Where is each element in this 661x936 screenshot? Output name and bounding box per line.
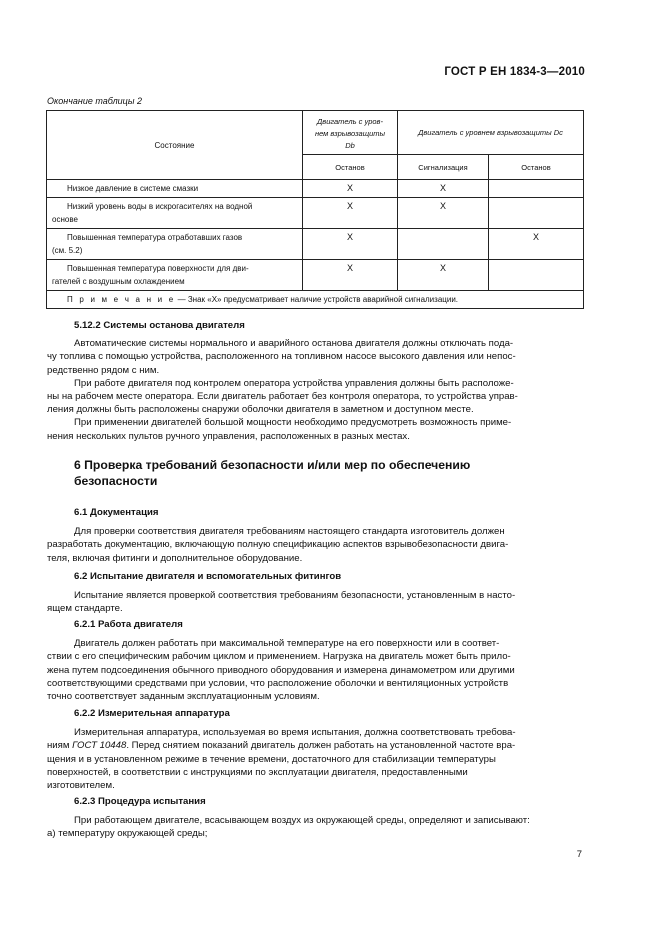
text-line: Автоматические системы нормального и аварийного останова двигателя должны отключать пода- xyxy=(74,338,514,350)
cell-dc-alarm: X xyxy=(398,198,489,229)
subsection-heading: 6.1 Документация xyxy=(74,507,159,518)
paragraph xyxy=(47,525,582,565)
cell-dc-stop xyxy=(489,198,584,229)
row-label xyxy=(47,198,303,229)
section-5-12-2 xyxy=(47,319,582,443)
cell-dc-stop: X xyxy=(489,229,584,260)
subsection-heading: 6.2.2 Измерительная аппаратура xyxy=(74,708,230,719)
paragraph xyxy=(47,377,582,417)
text-line: чу топлива с помощью устройства, расположенного на топливном насосе высокого давления или непос- xyxy=(47,351,516,363)
cell-db-stop: X xyxy=(303,198,398,229)
text-line: соответствующими средствами при условии, что расположение оболочки и вентиляционных устройств xyxy=(47,677,509,689)
table-note-row xyxy=(47,291,584,309)
header-db-line: Двигатель с уров- xyxy=(317,117,383,126)
table-row xyxy=(47,229,584,260)
table-row xyxy=(47,260,584,291)
text-fragment: ниям xyxy=(47,740,73,752)
text-line: теля, включая фитинги и дополнительное оборудование. xyxy=(47,552,303,564)
header-engine-dc: Двигатель с уровнем взрывозащиты Dc xyxy=(398,111,584,155)
paragraph xyxy=(47,726,582,792)
row-label-line: Повышенная температура поверхности для дви- xyxy=(67,264,249,273)
section-6 xyxy=(74,457,582,489)
row-label-line: основе xyxy=(52,215,78,224)
text-line: ны на рабочем месте оператора. Если двигатель работает без контроля оператора, то устройства управ- xyxy=(47,391,518,403)
note-text: — Знак «X» предусматривает наличие устройств аварийной сигнализации. xyxy=(175,295,459,304)
paragraph xyxy=(47,814,582,840)
conditions-table xyxy=(46,110,584,309)
section-heading xyxy=(74,457,582,489)
text-line: редственно рядом с ним. xyxy=(47,364,160,376)
text-line: Для проверки соответствия двигателя требованиям настоящего стандарта изготовитель должен xyxy=(74,526,505,538)
text-line: При работе двигателя под контролем оператора устройства управления должны быть расположе- xyxy=(74,377,514,389)
row-label-line: Низкий уровень воды в искрогасителях на водной xyxy=(67,202,253,211)
text-line: щения и в установленном режиме в течение времени, достаточного для стабилизации температуры xyxy=(47,753,496,765)
row-label xyxy=(47,229,303,260)
text-line: жена путем подсоединения обычного приводного оборудования и измерена динамометром или другими xyxy=(47,664,515,676)
page-number: 7 xyxy=(576,849,582,860)
header-db-stop: Останов xyxy=(303,155,398,180)
paragraph xyxy=(47,337,582,377)
section-6-2 xyxy=(47,570,582,616)
text-line: нения нескольких пультов ручного управления, расположенных в разных местах. xyxy=(47,430,410,442)
cell-dc-alarm: X xyxy=(398,260,489,291)
row-label-line: (см. 5.2) xyxy=(52,246,83,255)
text-fragment: . Перед снятием показаний двигатель должен работать на установленной частоте вра- xyxy=(126,740,516,752)
text-line: Измерительная аппаратура, используемая во время испытания, должна соответствовать требова- xyxy=(74,727,516,739)
heading-line: безопасности xyxy=(74,474,158,488)
cell-db-stop: X xyxy=(303,180,398,198)
subsection-heading: 6.2.3 Процедура испытания xyxy=(74,796,206,807)
text-line: Двигатель должен работать при максимальной температуре на его поверхности или в соответ- xyxy=(74,638,500,650)
cell-dc-stop xyxy=(489,180,584,198)
standard-reference: ГОСТ 10448 xyxy=(72,740,127,752)
text-line: изготовителем. xyxy=(47,780,115,792)
row-label-line: гателей с воздушным охлаждением xyxy=(52,277,185,286)
paragraph xyxy=(47,637,582,703)
table-row xyxy=(47,180,584,198)
text-line: точно соответствует заданным эксплуатационным условиям. xyxy=(47,691,320,703)
section-6-2-2 xyxy=(47,707,582,792)
cell-db-stop: X xyxy=(303,260,398,291)
table-row xyxy=(47,198,584,229)
paragraph xyxy=(47,416,582,442)
cell-db-stop: X xyxy=(303,229,398,260)
subsection-heading: 6.2 Испытание двигателя и вспомогательных фитингов xyxy=(74,571,342,582)
header-engine-db xyxy=(303,111,398,155)
cell-dc-alarm: X xyxy=(398,180,489,198)
text-line xyxy=(47,740,515,751)
text-line: ящем стандарте. xyxy=(47,603,123,615)
subsection-heading: 5.12.2 Системы останова двигателя xyxy=(74,320,245,331)
row-label xyxy=(47,180,303,198)
header-dc-alarm: Сигнализация xyxy=(398,155,489,180)
section-6-2-1 xyxy=(47,618,582,703)
list-item: а) температуру окружающей среды; xyxy=(47,828,208,840)
row-label-line: Повышенная температура отработавших газов xyxy=(67,233,243,242)
text-line: Испытание является проверкой соответствия требованиям безопасности, установленным в насто- xyxy=(74,590,516,602)
text-line: разработать документацию, включающую полную спецификацию аспектов взрывобезопасности двига- xyxy=(47,539,509,551)
text-line: При работающем двигателе, всасывающем воздух из окружающей среды, определяют и записывают: xyxy=(74,815,530,827)
cell-dc-alarm xyxy=(398,229,489,260)
paragraph xyxy=(47,589,582,615)
document-code: ГОСТ Р ЕН 1834-3—2010 xyxy=(444,66,585,78)
subsection-heading: 6.2.1 Работа двигателя xyxy=(74,619,183,630)
header-dc-stop: Останов xyxy=(489,155,584,180)
text-line: При применении двигателей большой мощности необходимо предусмотреть возможность приме- xyxy=(74,417,512,429)
section-6-2-3 xyxy=(47,795,582,841)
header-db-line: нем взрывозащиты xyxy=(314,129,386,138)
text-line: ления должны быть расположены снаружи оболочки двигателя в заметном и доступном месте. xyxy=(47,404,474,416)
heading-line: 6 Проверка требований безопасности и/или мер по обеспечению xyxy=(74,458,471,472)
cell-dc-stop xyxy=(489,260,584,291)
row-label xyxy=(47,260,303,291)
table-note xyxy=(47,291,584,309)
row-label-line: Низкое давление в системе смазки xyxy=(67,184,199,193)
table-caption: Окончание таблицы 2 xyxy=(47,96,142,106)
note-prefix: П р и м е ч а н и е xyxy=(67,295,176,304)
header-db-line: Db xyxy=(345,141,355,150)
header-state: Состояние xyxy=(47,111,303,180)
text-line: ствии с его специфическим рабочим циклом и применением. Нагрузка на двигатель может быть прило- xyxy=(47,651,511,663)
text-line: поверхностей, в соответствии с инструкциями по эксплуатации двигателя, предоставленными xyxy=(47,766,468,778)
section-6-1 xyxy=(47,506,582,565)
